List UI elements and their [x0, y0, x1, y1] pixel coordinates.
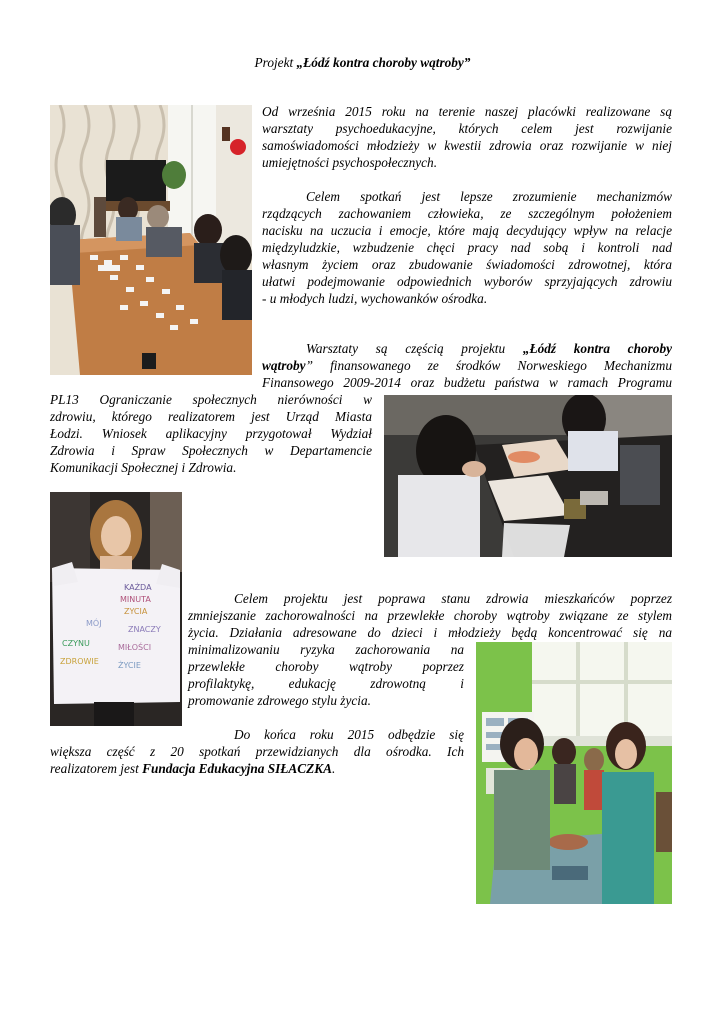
funding-line: Zdrowia i Spraw Społecznych w Departamencie [50, 443, 372, 458]
project-goal-line: promowanie zdrowego stylu życia. [188, 693, 371, 708]
funding-line: Warsztaty są częścią projektu „Łódź kontra choroby [306, 341, 673, 356]
goal-line: ułatwi podejmowanie odpowiednich wyborów sprzyjających zdrowiu [262, 274, 672, 289]
shirt-words [58, 582, 176, 694]
funding-line: Łodzi. Wniosek aplikacyjny przygotował Wydział [50, 426, 372, 441]
photo-girl-with-shirt [50, 492, 182, 726]
closing-line: Do końca roku 2015 odbędzie się [234, 727, 464, 742]
project-goal-line: Celem projektu jest poprawa stanu zdrowia mieszkańców poprzez [234, 591, 672, 606]
shirt-word: CZYNU [62, 639, 90, 648]
project-goal-line: życia. Działania adresowane do dzieci i młodzieży będą koncentrować się na [188, 625, 672, 640]
funding-line: Komunikacji Społecznej i Zdrowia. [50, 460, 237, 475]
shirt-word: ZYCIA [124, 607, 148, 616]
shirt-word: KAŻDA [124, 583, 152, 592]
goal-line: nacisku na uczucia i emocje, które mają decydujący wpływ na relacje [262, 223, 672, 238]
funding-line: PL13 Ograniczanie społecznych nierówności w [50, 392, 372, 407]
photo-classroom-group [476, 642, 672, 904]
title-prefix: Projekt [254, 55, 297, 70]
project-goal-line: minimalizowaniu ryzyka zachorowania na [188, 642, 464, 657]
project-name-bold: „Łódź kontra choroby [522, 341, 673, 356]
funding-line: zdrowiu, którego realizatorem jest Urząd Miasta [50, 409, 372, 424]
goal-line: - u młodych ludzi, wychowanków ośrodka. [262, 291, 488, 306]
page-title [0, 54, 725, 71]
photo-card-workshop [50, 105, 252, 375]
project-name-bold: wątroby [262, 358, 306, 373]
shirt-word: MINUTA [120, 595, 151, 604]
goal-line: własnym życiem oraz zbudowanie świadomości zdrowotnej, która [262, 257, 672, 272]
intro-line: samoświadomości młodzieży w kwestii zdrowia oraz rozwijanie w niej [262, 138, 672, 153]
shirt-word: ZNACZY [128, 625, 161, 634]
funding-line: wątroby” finansowanego ze środków Norweskiego Mechanizmu [262, 358, 672, 373]
goal-line: rządzących zachowaniem człowieka, ze szczególnym położeniem [262, 206, 672, 221]
intro-line: umiejętności psychospołecznych. [262, 155, 438, 170]
closing-line: większa część z 20 spotkań przewidzianych dla ośrodka. Ich [50, 744, 464, 759]
shirt-word: ŻYCIE [118, 661, 141, 670]
title-project-name: „Łódź kontra choroby wątroby” [296, 55, 471, 70]
funding-line: Finansowego 2009-2014 oraz budżetu państwa w ramach Programu [262, 375, 672, 390]
project-goal-line: przewlekłe choroby wątroby poprzez [188, 659, 464, 674]
photo-painting-shirts [384, 395, 672, 557]
goal-line: Celem spotkań jest lepsze zrozumienie mechanizmów [306, 189, 672, 204]
shirt-word: MÓJ [86, 619, 102, 628]
goal-line: międzyludzkie, wzbudzenie chęci pracy nad sobą i kontroli nad [262, 240, 672, 255]
shirt-word: ZDROWIE [60, 657, 99, 666]
project-goal-line: profilaktykę, edukację zdrowotną i [188, 676, 464, 691]
shirt-word: MIŁOŚCI [118, 643, 152, 652]
intro-line: Od września 2015 roku na terenie naszej placówki realizowane są [262, 104, 672, 119]
closing-line: realizatorem jest Fundacja Edukacyjna SIŁACZKA. [50, 761, 336, 776]
project-goal-line: zmniejszanie zachorowalności na przewlekłe choroby wątroby związane ze stylem [188, 608, 672, 623]
intro-line: warsztaty psychoedukacyjne, których celem jest rozwijanie [262, 121, 672, 136]
foundation-name: Fundacja Edukacyjna SIŁACZKA [142, 761, 332, 776]
